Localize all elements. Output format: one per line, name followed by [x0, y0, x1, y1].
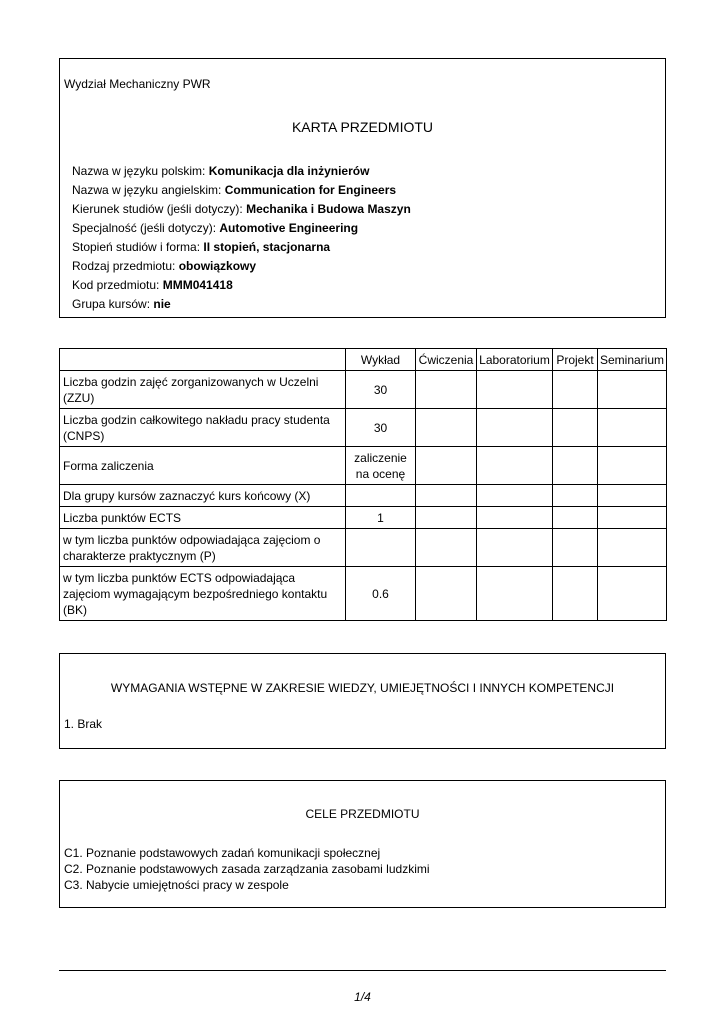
row-label: Forma zaliczenia: [60, 447, 346, 485]
course-info-code: Kod przedmiotu: MMM041418: [72, 278, 233, 292]
goal-item: C3. Nabycie umiejętności pracy w zespole: [64, 878, 289, 892]
goal-item: C1. Poznanie podstawowych zadań komunikacji społecznej: [64, 846, 381, 860]
requirements-box: [59, 653, 666, 749]
table-row: [60, 485, 667, 507]
column-header: Ćwiczenia: [416, 349, 477, 371]
table-cell: [416, 485, 477, 507]
table-cell: [553, 409, 598, 447]
row-label: Liczba godzin całkowitego nakładu pracy studenta (CNPS): [60, 409, 346, 447]
table-corner: [60, 349, 346, 371]
page-title: KARTA PRZEDMIOTU: [291, 119, 434, 135]
course-info-specialty: Specjalność (jeśli dotyczy): Automotive Engineering: [72, 221, 359, 235]
table-cell: 30: [346, 371, 416, 409]
table-cell: [416, 409, 477, 447]
table-cell: [416, 371, 477, 409]
table-cell: zaliczenie na ocenę: [346, 447, 416, 485]
course-info-name-en: Nazwa w języku angielskim: Communication for Engineers: [72, 183, 397, 197]
table-cell: [553, 447, 598, 485]
table-cell: [598, 567, 667, 621]
table-row: [60, 507, 667, 529]
course-info-group: Grupa kursów: nie: [72, 297, 171, 311]
page-number: 1/4: [354, 990, 371, 1004]
table-cell: [416, 529, 477, 567]
table-cell: [598, 371, 667, 409]
row-label: Liczba punktów ECTS: [60, 507, 346, 529]
table-cell: [553, 567, 598, 621]
table-cell: [598, 409, 667, 447]
row-label: Dla grupy kursów zaznaczyć kurs końcowy (X): [60, 485, 346, 507]
table-cell: [477, 409, 553, 447]
column-header: Wykład: [346, 349, 416, 371]
table-cell: [477, 485, 553, 507]
hours-table-header: [60, 349, 667, 371]
table-row: [60, 567, 667, 621]
row-label: w tym liczba punktów odpowiadająca zajęciom o charakterze praktycznym (P): [60, 529, 346, 567]
table-cell: 0.6: [346, 567, 416, 621]
course-info-name-pl: Nazwa w języku polskim: Komunikacja dla inżynierów: [72, 164, 370, 178]
goals-box: [59, 780, 666, 908]
course-info-level: Stopień studiów i forma: II stopień, stacjonarna: [72, 240, 331, 254]
row-label: w tym liczba punktów ECTS odpowiadająca zajęciom wymagającym bezpośredniego kontaktu (BK): [60, 567, 346, 621]
table-cell: [477, 371, 553, 409]
column-header: Laboratorium: [477, 349, 553, 371]
table-row: [60, 409, 667, 447]
table-cell: [598, 529, 667, 567]
table-cell: [477, 447, 553, 485]
table-row: [60, 371, 667, 409]
column-header: Seminarium: [598, 349, 667, 371]
table-cell: [598, 447, 667, 485]
table-cell: [553, 507, 598, 529]
table-cell: [477, 529, 553, 567]
table-cell: [553, 529, 598, 567]
course-info-field: Kierunek studiów (jeśli dotyczy): Mechanika i Budowa Maszyn: [72, 202, 411, 216]
table-cell: 30: [346, 409, 416, 447]
table-cell: [477, 507, 553, 529]
table-cell: [477, 567, 553, 621]
goals-title: CELE PRZEDMIOTU: [305, 807, 420, 821]
table-cell: [553, 371, 598, 409]
table-cell: [598, 507, 667, 529]
requirements-item: 1. Brak: [64, 717, 103, 731]
table-cell: [416, 507, 477, 529]
table-cell: [416, 567, 477, 621]
column-header: Projekt: [553, 349, 598, 371]
course-header-box: [59, 58, 666, 318]
table-cell: 1: [346, 507, 416, 529]
row-label: Liczba godzin zajęć zorganizowanych w Uczelni (ZZU): [60, 371, 346, 409]
goal-item: C2. Poznanie podstawowych zasada zarządzania zasobami ludzkimi: [64, 862, 430, 876]
table-cell: [598, 485, 667, 507]
table-cell: [346, 485, 416, 507]
table-cell: [416, 447, 477, 485]
footer-divider: [59, 970, 666, 971]
course-info-list: [72, 162, 411, 314]
table-row: [60, 529, 667, 567]
course-info-type: Rodzaj przedmiotu: obowiązkowy: [72, 259, 257, 273]
table-row: [60, 447, 667, 485]
table-cell: [346, 529, 416, 567]
goals-list: [64, 845, 430, 893]
requirements-title: WYMAGANIA WSTĘPNE W ZAKRESIE WIEDZY, UMIEJĘTNOŚCI I INNYCH KOMPETENCJI: [110, 681, 615, 695]
table-cell: [553, 485, 598, 507]
hours-table: [59, 348, 667, 621]
faculty-name: Wydział Mechaniczny PWR: [64, 77, 211, 91]
